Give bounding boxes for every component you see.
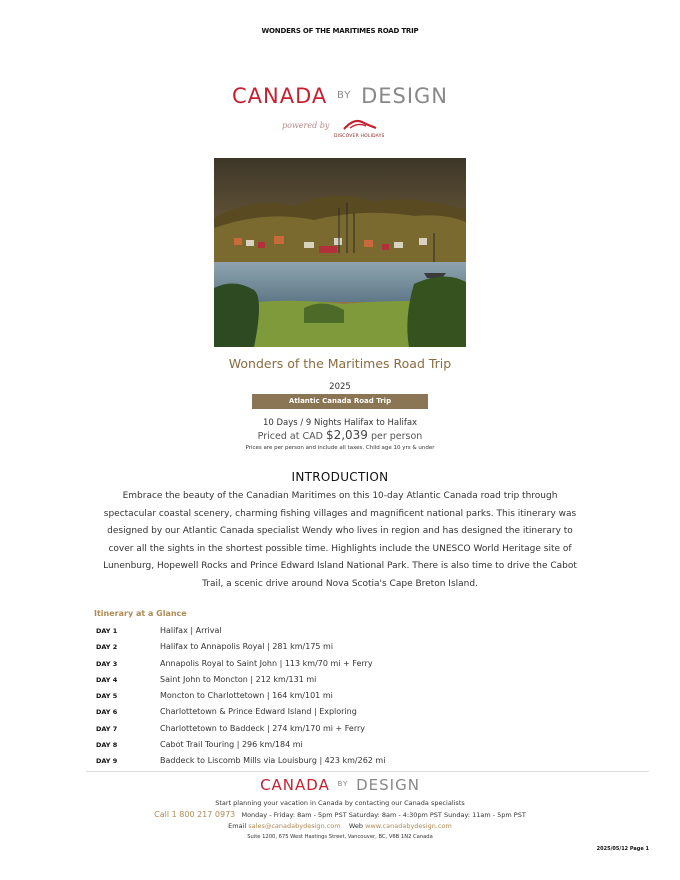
footer-contact: [0, 810, 680, 819]
itinerary-row: [90, 720, 590, 736]
day-description: Halifax | Arrival: [160, 626, 222, 635]
price-suffix: per person: [367, 431, 423, 442]
footer-tagline: Start planning your vacation in Canada by contacting our Canada specialists: [215, 799, 465, 807]
itinerary-row: [90, 752, 590, 768]
footer-logo: [0, 776, 680, 794]
logo-by: BY: [337, 780, 349, 788]
day-description: Charlottetown & Prince Edward Island | Exploring: [160, 707, 357, 717]
itinerary-heading: Itinerary at a Glance: [94, 609, 187, 618]
itinerary-row: [90, 622, 590, 638]
day-label: DAY 1: [96, 627, 118, 635]
web-label: Web: [348, 822, 364, 830]
itinerary-row: [90, 703, 590, 719]
logo-canada: CANADA: [231, 84, 328, 108]
day-description: Baddeck to Liscomb Mills via Louisburg | 423 km/262 mi: [160, 756, 386, 766]
day-label: DAY 8: [96, 741, 118, 750]
email-link[interactable]: sales@canadabydesign.com: [248, 822, 341, 830]
day-label: DAY 7: [96, 724, 118, 733]
powered-by-text: powered by: [282, 121, 330, 130]
powered-by-logo: [282, 116, 402, 142]
footer-links: [0, 822, 680, 830]
web-link[interactable]: www.canadabydesign.com: [365, 822, 452, 830]
page-number: 2025/05/12 Page 1: [596, 846, 649, 852]
day-label: DAY 9: [96, 757, 118, 766]
day-description: Annapolis Royal to Saint John | 113 km/70 mi + Ferry: [160, 658, 373, 668]
trip-price: [0, 428, 680, 442]
logo-canada: CANADA: [260, 776, 330, 794]
trip-year: 2025: [329, 382, 351, 392]
day-label: DAY 3: [96, 659, 118, 668]
itinerary-row: [90, 736, 590, 752]
office-hours: Monday - Friday: 8am - 5pm PST Saturday: 8am - 4:30pm PST Sunday: 11am - 5pm PST: [241, 811, 526, 819]
itinerary-row: [90, 655, 590, 671]
trip-duration: 10 Days / 9 Nights Halifax to Halifax: [262, 418, 418, 428]
price-amount: $2,039: [325, 428, 368, 442]
day-description: Halifax to Annapolis Royal | 281 km/175 mi: [160, 642, 334, 652]
day-label: DAY 4: [96, 675, 118, 684]
day-label: DAY 5: [96, 692, 118, 701]
itinerary-row: [90, 638, 590, 654]
itinerary-list: [90, 622, 590, 769]
day-description: Moncton to Charlottetown | 164 km/101 mi: [160, 691, 333, 701]
brand-logo: [0, 84, 680, 108]
day-description: Cabot Trail Touring | 296 km/184 mi: [160, 740, 303, 750]
itinerary-row: [90, 687, 590, 703]
day-label: DAY 6: [96, 708, 118, 717]
document-title: WONDERS OF THE MARITIMES ROAD TRIP: [261, 27, 419, 35]
trip-title: Wonders of the Maritimes Road Trip: [228, 356, 452, 371]
day-label: DAY 2: [96, 643, 118, 652]
category-badge: Atlantic Canada Road Trip: [252, 394, 428, 409]
logo-design: DESIGN: [361, 84, 449, 108]
day-description: Charlottetown to Baddeck | 274 km/170 mi + Ferry: [160, 723, 366, 733]
intro-paragraph: Embrace the beauty of the Canadian Maritimes on this 10-day Atlantic Canada road trip through spectacular coastal scenery, charming fishing villages and magnificent national parks. This itinerary was designed by our Atlantic Canada specialist Wendy who lives in region and has designed the itinerary to cover all the sights in the shortest possible time. Highlights include the UNESCO World Heritage site of Lunenburg, Hopewell Rocks and Prince Edward Island National Park. There is also time to drive the Cabot Trail, a scenic drive around Nova Scotia's Cape Breton Island.: [103, 491, 577, 589]
logo-by: BY: [336, 90, 352, 101]
price-note: Prices are per person and include all taxes. Child age 10 yrs & under: [245, 445, 435, 451]
footer-address: Suite 1200, 675 West Hastings Street, Vancouver, BC, V6B 1N2 Canada: [247, 834, 433, 840]
intro-heading: INTRODUCTION: [291, 470, 389, 484]
discover-holidays-mark-icon: [340, 116, 380, 132]
email-label: Email: [228, 822, 247, 830]
logo-design: DESIGN: [356, 776, 420, 794]
phone-link[interactable]: Call 1 800 217 0973: [154, 810, 236, 819]
hero-photo: [214, 158, 466, 347]
day-description: Saint John to Moncton | 212 km/131 mi: [160, 674, 317, 684]
itinerary-row: [90, 671, 590, 687]
price-prefix: Priced at CAD: [257, 431, 326, 442]
footer-divider: [86, 771, 649, 772]
powered-by-brand: DISCOVER HOLIDAYS: [334, 134, 385, 139]
